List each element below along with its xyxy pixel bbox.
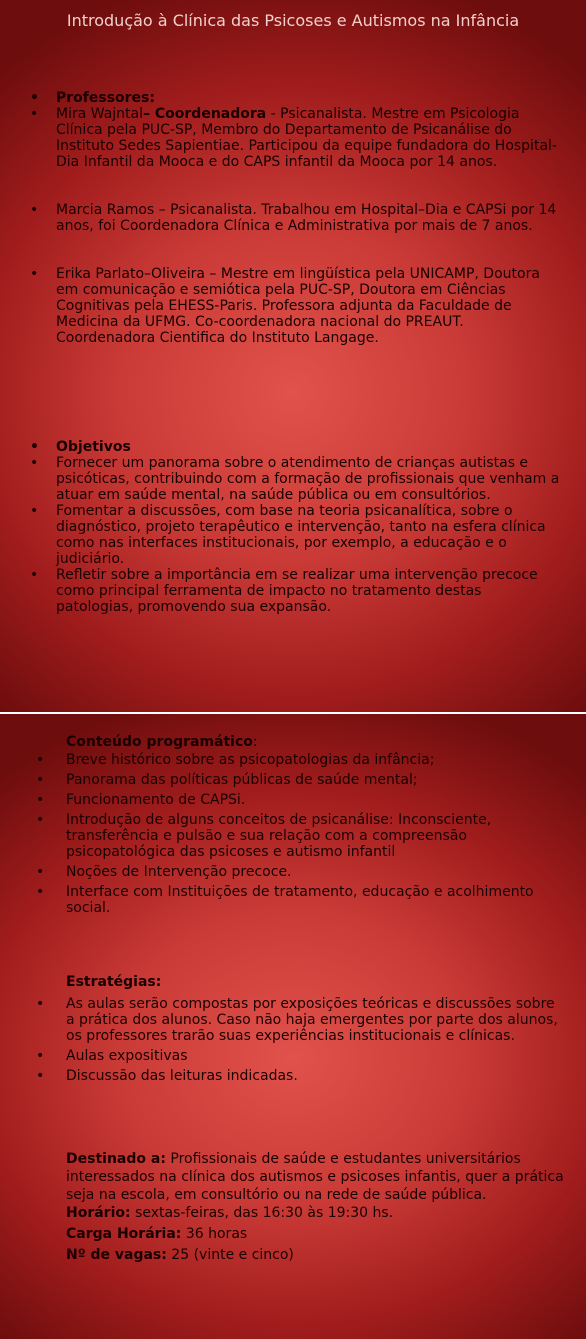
professor-item: • Marcia Ramos – Psicanalista. Trabalhou em Hospital–Dia e CAPSi por 14 anos, foi Coordenadora Clínica e Administrativa por mais de 7 anos. [56,202,562,234]
objetivos-heading: • Objetivos [56,439,562,455]
professores-heading: • Professores: [56,90,562,106]
objetivo-item: • Fornecer um panorama sobre o atendimento de crianças autistas e psicóticas, contribuindo com a formação de profissionais que venham a atuar em saúde mental, na saúde pública ou em consultórios. [56,455,562,503]
objetivo-item: • Refletir sobre a importância em se realizar uma intervenção precoce como principal ferramenta de impacto no tratamento destas patologias, promovendo sua expansão. [56,567,562,615]
vagas-label: Nº de vagas: [66,1247,167,1263]
conteudo-heading-row [66,734,566,750]
conteudo-heading-colon: : [252,734,258,750]
estrategias-section [66,974,566,1084]
objetivos-section [56,439,562,615]
horario-text: sextas-feiras, das 16:30 às 19:30 hs. [130,1205,394,1221]
horario-label: Horário: [66,1205,131,1221]
estrategias-heading: Estratégias: [66,974,162,990]
objetivo-item: • Fomentar a discussões, com base na teoria psicanalítica, sobre o diagnóstico, projeto terapêutico e intervenção, tanto na esfera clínica como nas interfaces institucionais, por exemplo, a educação e o judiciário. [56,503,562,567]
professor-bio: - Psicanalista. Mestre em Psicologia Clínica pela PUC-SP, Membro do Departamento de Psicanálise do Instituto Sedes Sapientiae. Participou da equipe fundadora do Hospital-Dia Infantil da Mooca e do CAPS infantil da Mooca por 14 anos. [56,106,557,170]
vagas-row [66,1246,566,1264]
estrategia-item: • Aulas expositivas [66,1048,566,1064]
professor-item [56,106,562,170]
carga-text: 36 horas [181,1226,248,1242]
destinado-label: Destinado a: [66,1151,166,1167]
conteudo-item: • Introdução de alguns conceitos de psicanálise: Inconsciente, transferência e pulsão e sua relação com a compreensão psicopatológica das psicoses e autismo infantil [66,812,566,860]
conteudo-section [66,734,566,916]
conteudo-item: • Funcionamento de CAPSi. [66,792,566,808]
destinado-text: Profissionais de saúde e estudantes universitários interessados na clínica dos autismos e psicoses infantis, quer a prática seja na escola, em consultório ou na rede de saúde pública. [66,1151,564,1203]
page-title: Introdução à Clínica das Psicoses e Autismos na Infância [66,11,520,30]
carga-row [66,1225,566,1243]
conteudo-heading: Conteúdo programático [66,734,253,750]
estrategia-item: • Discussão das leituras indicadas. [66,1068,566,1084]
conteudo-item: • Panorama das políticas públicas de saúde mental; [66,772,566,788]
conteudo-item: • Noções de Intervenção precoce. [66,864,566,880]
course-info [66,1150,566,1264]
professor-item: • Erika Parlato–Oliveira – Mestre em lingüística pela UNICAMP, Doutora em comunicação e semiótica pela PUC-SP, Doutora em Ciências Cognitivas pela EHESS-Paris. Professora adjunta da Faculdade de Medicina da UFMG. Co-coordenadora nacional do PREAUT. Coordenadora Cientifica do Instituto Langage. [56,266,562,346]
estrategia-item: • As aulas serão compostas por exposições teóricas e discussões sobre a prática dos alunos. Caso não haja emergentes por parte dos alunos, os professores trarão suas experiências institucionais e clínicas. [66,996,566,1044]
vagas-text: 25 (vinte e cinco) [166,1247,294,1263]
conteudo-item: • Breve histórico sobre as psicopatologias da infância; [66,752,566,768]
carga-label: Carga Horária: [66,1226,182,1242]
professores-section [56,90,562,346]
conteudo-item: • Interface com Instituições de tratamento, educação e acolhimento social. [66,884,566,916]
horario-row [66,1204,566,1222]
destinado-row [66,1150,566,1204]
professor-name: Mira Wajntal [56,106,144,122]
professor-role: – Coordenadora [143,106,267,122]
